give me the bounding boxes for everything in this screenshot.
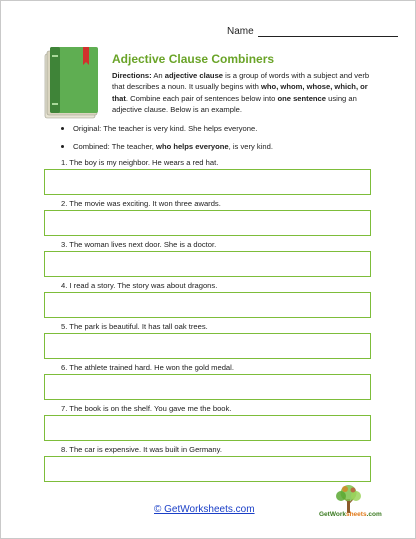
bullet-icon: [61, 145, 64, 148]
question-1: 1. The boy is my neighbor. He wears a red hat.: [61, 158, 219, 167]
example-combined-post: , is very kind.: [228, 142, 273, 151]
example-original: [59, 124, 379, 142]
directions-text: [112, 70, 370, 116]
logo-text: [319, 511, 382, 518]
answer-box-5[interactable]: [44, 333, 371, 359]
getworksheets-link[interactable]: © GetWorksheets.com: [154, 504, 255, 515]
example-original-text: Original: The teacher is very kind. She helps everyone.: [73, 124, 258, 133]
answer-box-4[interactable]: [44, 292, 371, 318]
example-list: [59, 124, 379, 160]
name-field: [227, 26, 398, 37]
tree-logo-icon: [319, 484, 379, 514]
directions-lead: Directions:: [112, 71, 152, 80]
answer-box-3[interactable]: [44, 251, 371, 277]
directions-term: adjective clause: [164, 71, 224, 80]
question-3: 3. The woman lives next door. She is a doctor.: [61, 240, 217, 249]
directions-text-2: is a group of words with a subject and verb that describes a noun. It usually begins with: [112, 71, 370, 92]
logo-text-accent: sheets: [345, 511, 367, 518]
answer-box-6[interactable]: [44, 374, 371, 400]
green-book-icon: [41, 45, 103, 120]
answer-box-7[interactable]: [44, 415, 371, 441]
question-8: 8. The car is expensive. It was built in Germany.: [61, 445, 222, 454]
directions-text-4: using an adjective clause. Below is an example.: [112, 93, 357, 115]
name-line[interactable]: [258, 36, 398, 37]
name-label: Name: [227, 26, 254, 37]
worksheet-title: Adjective Clause Combiners: [112, 52, 275, 66]
answer-box-8[interactable]: [44, 456, 371, 482]
example-combined-bold: who helps everyone: [156, 142, 229, 151]
example-combined-pre: Combined: The teacher,: [73, 142, 157, 151]
logo-text-main: GetWork: [319, 511, 346, 518]
directions-text-1: An: [151, 71, 165, 80]
logo-text-sub: .com: [366, 511, 382, 518]
question-4: 4. I read a story. The story was about dragons.: [61, 281, 218, 290]
answer-box-2[interactable]: [44, 210, 371, 236]
directions-words: who, whom, whose, which, or that: [112, 82, 368, 103]
getworksheets-logo: [319, 484, 382, 526]
bullet-icon: [61, 127, 64, 130]
question-5: 5. The park is beautiful. It has tall oak trees.: [61, 322, 208, 331]
directions-one-sentence: one sentence: [277, 93, 327, 103]
question-6: 6. The athlete trained hard. He won the gold medal.: [61, 363, 234, 372]
question-2: 2. The movie was exciting. It won three awards.: [61, 199, 221, 208]
directions-text-3: . Combine each pair of sentences below into: [125, 93, 278, 103]
question-7: 7. The book is on the shelf. You gave me the book.: [61, 404, 232, 413]
answer-box-1[interactable]: [44, 169, 371, 195]
